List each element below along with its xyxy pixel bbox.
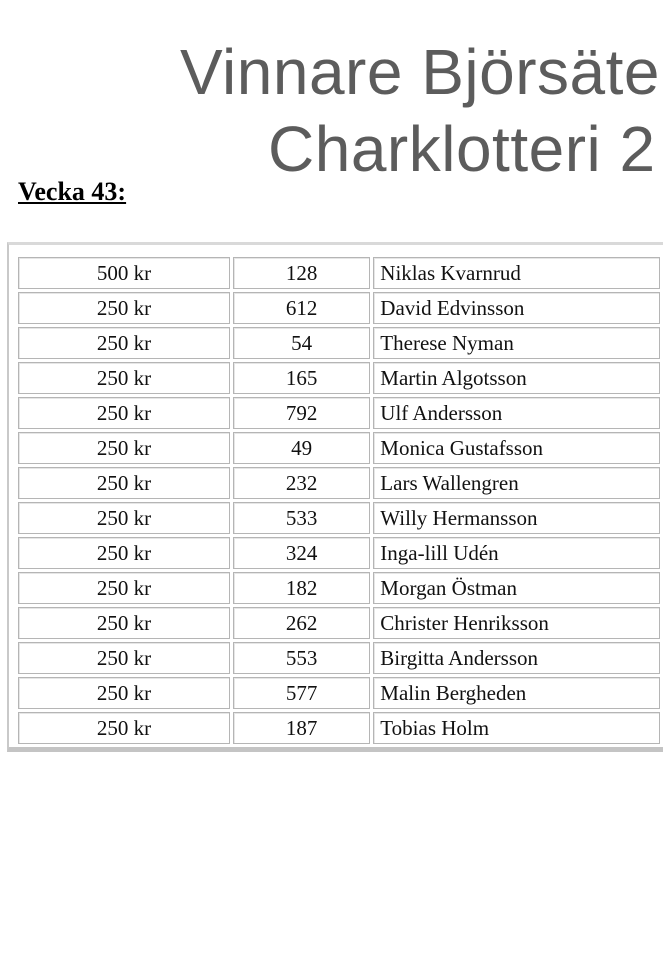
- winners-table: [15, 254, 663, 747]
- ticket-number-cell: 128: [233, 257, 370, 289]
- ticket-number-cell: 49: [233, 432, 370, 464]
- ticket-number-cell: 792: [233, 397, 370, 429]
- table-row: [18, 362, 660, 394]
- prize-cell: 250 kr: [18, 502, 230, 534]
- table-row: [18, 537, 660, 569]
- winner-name-cell: Monica Gustafsson: [373, 432, 660, 464]
- ticket-number-cell: 182: [233, 572, 370, 604]
- prize-cell: 250 kr: [18, 432, 230, 464]
- ticket-number-cell: 612: [233, 292, 370, 324]
- page-title-line-1: Vinnare Björsäte: [180, 36, 660, 108]
- prize-cell: 250 kr: [18, 397, 230, 429]
- ticket-number-cell: 232: [233, 467, 370, 499]
- prize-cell: 250 kr: [18, 327, 230, 359]
- table-row: [18, 607, 660, 639]
- table-row: [18, 257, 660, 289]
- table-row: [18, 642, 660, 674]
- table-row: [18, 327, 660, 359]
- ticket-number-cell: 54: [233, 327, 370, 359]
- prize-cell: 250 kr: [18, 292, 230, 324]
- table-row: [18, 712, 660, 744]
- winner-name-cell: Willy Hermansson: [373, 502, 660, 534]
- ticket-number-cell: 324: [233, 537, 370, 569]
- ticket-number-cell: 577: [233, 677, 370, 709]
- table-row: [18, 397, 660, 429]
- winner-name-cell: Tobias Holm: [373, 712, 660, 744]
- prize-cell: 250 kr: [18, 712, 230, 744]
- ticket-number-cell: 533: [233, 502, 370, 534]
- winner-name-cell: Ulf Andersson: [373, 397, 660, 429]
- winner-name-cell: Niklas Kvarnrud: [373, 257, 660, 289]
- week-heading: Vecka 43:: [18, 177, 127, 206]
- ticket-number-cell: 165: [233, 362, 370, 394]
- prize-cell: 250 kr: [18, 537, 230, 569]
- table-row: [18, 572, 660, 604]
- prize-cell: 250 kr: [18, 467, 230, 499]
- winner-name-cell: David Edvinsson: [373, 292, 660, 324]
- table-row: [18, 502, 660, 534]
- winners-table-body: [18, 257, 660, 744]
- table-row: [18, 432, 660, 464]
- prize-cell: 500 kr: [18, 257, 230, 289]
- winner-name-cell: Malin Bergheden: [373, 677, 660, 709]
- winner-name-cell: Morgan Östman: [373, 572, 660, 604]
- table-row: [18, 677, 660, 709]
- winner-name-cell: Lars Wallengren: [373, 467, 660, 499]
- prize-cell: 250 kr: [18, 607, 230, 639]
- ticket-number-cell: 262: [233, 607, 370, 639]
- prize-cell: 250 kr: [18, 362, 230, 394]
- winner-name-cell: Christer Henriksson: [373, 607, 660, 639]
- prize-cell: 250 kr: [18, 642, 230, 674]
- table-row: [18, 467, 660, 499]
- ticket-number-cell: 553: [233, 642, 370, 674]
- page-title-line-2: Charklotteri 2: [268, 113, 656, 185]
- prize-cell: 250 kr: [18, 572, 230, 604]
- winner-name-cell: Inga-lill Udén: [373, 537, 660, 569]
- table-row: [18, 292, 660, 324]
- winner-name-cell: Birgitta Andersson: [373, 642, 660, 674]
- prize-cell: 250 kr: [18, 677, 230, 709]
- ticket-number-cell: 187: [233, 712, 370, 744]
- winner-name-cell: Therese Nyman: [373, 327, 660, 359]
- winner-name-cell: Martin Algotsson: [373, 362, 660, 394]
